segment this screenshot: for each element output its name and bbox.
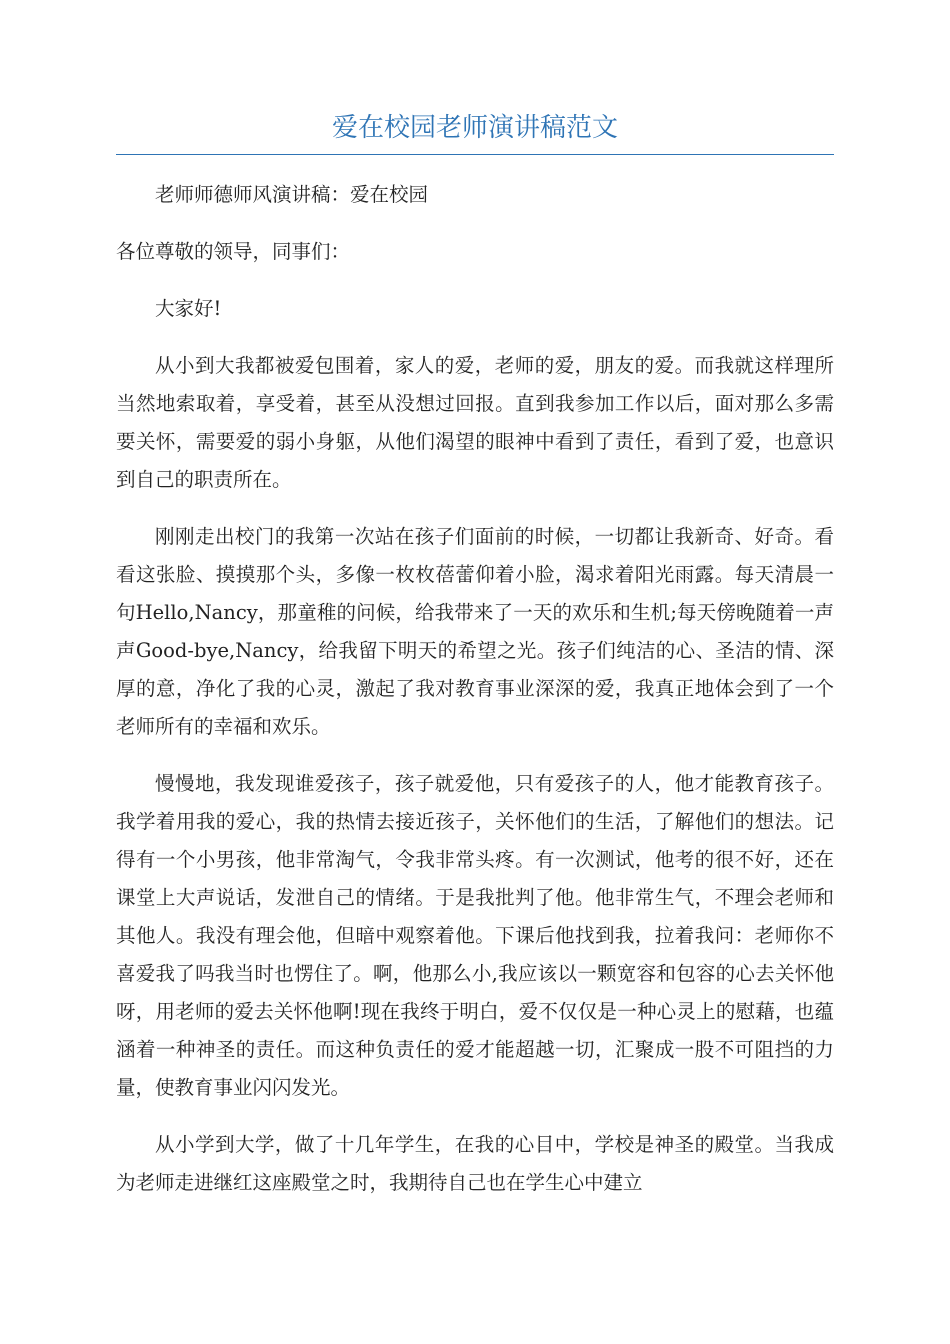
paragraph: 从小到大我都被爱包围着，家人的爱，老师的爱，朋友的爱。而我就这样理所当然地索取着，享受着，甚至从没想过回报。直到我参加工作以后，面对那么多需要关怀，需要爱的弱小身躯，从他们渴望的眼神中看到了责任，看到了爱，也意识到自己的职责所在。 [116,354,834,491]
title-underline [116,154,834,155]
paragraph: 从小学到大学，做了十几年学生，在我的心目中，学校是神圣的殿堂。当我成为老师走进继红这座殿堂之时，我期待自己也在学生心中建立 [116,1133,834,1194]
paragraph-subtitle: 老师师德师风演讲稿：爱在校园 [155,183,429,206]
document-title: 爱在校园老师演讲稿范文 [331,113,618,143]
paragraph-salutation: 各位尊敬的领导，同事们： [116,240,351,263]
paragraph: 刚刚走出校门的我第一次站在孩子们面前的时候，一切都让我新奇、好奇。看看这张脸、摸摸那个头，多像一枚枚蓓蕾仰着小脸，渴求着阳光雨露。每天清晨一句Hello,Nancy，那童稚的问候，给我带来了一天的欢乐和生机;每天傍晚随着一声声Good-bye,Nancy，给我留下明天的希望之光。孩子们纯洁的心、圣洁的情、深厚的意，净化了我的心灵，激起了我对教育事业深深的爱，我真正地体会到了一个老师所有的幸福和欢乐。 [116,525,834,738]
document-body [116,176,834,1221]
paragraph-greeting: 大家好! [155,297,222,320]
paragraph: 慢慢地，我发现谁爱孩子，孩子就爱他，只有爱孩子的人，他才能教育孩子。我学着用我的爱心，我的热情去接近孩子，关怀他们的生活，了解他们的想法。记得有一个小男孩，他非常淘气，令我非常头疼。有一次测试，他考的很不好，还在课堂上大声说话，发泄自己的情绪。于是我批判了他。他非常生气，不理会老师和其他人。我没有理会他，但暗中观察着他。下课后他找到我，拉着我问：老师你不喜爱我了吗我当时也愣住了。啊，他那么小,我应该以一颗宽容和包容的心去关怀他呀，用老师的爱去关怀他啊!现在我终于明白，爱不仅仅是一种心灵上的慰藉，也蕴涵着一种神圣的责任。而这种负责任的爱才能超越一切，汇聚成一股不可阻挡的力量，使教育事业闪闪发光。 [116,772,834,1099]
